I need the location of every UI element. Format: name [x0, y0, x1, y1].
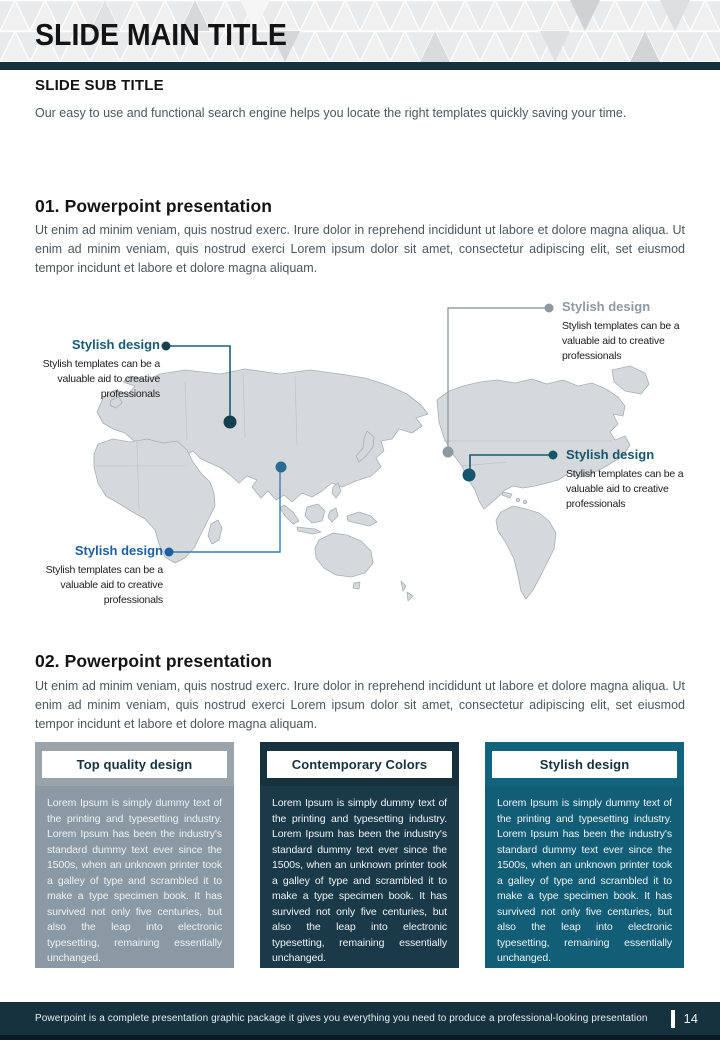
footer-bar	[0, 1002, 720, 1035]
page-number: 14	[683, 1011, 698, 1026]
callout-description-top-left: Stylish templates can be a valuable aid to creative professionals	[42, 358, 160, 401]
card-body-text: Lorem Ipsum is simply dummy text of the printing and typesetting industry. Lorem Ipsum has been the industry's standard dummy text ever since the 1500s, when an unknown printer took a galley of type and scrambled it to make a type specimen book. It has survived not only five centuries, but also the leap into electronic typesetting, remaining essentially unchanged.	[272, 797, 447, 965]
header-divider-bar	[0, 62, 720, 70]
footer-text: Powerpoint is a complete presentation graphic package it gives you everything you need to produce a professional-looking presentation	[35, 1013, 648, 1024]
card-top-quality-design	[35, 742, 234, 968]
section-2-body: Ut enim ad minim veniam, quis nostrud exerc. Irure dolor in reprehend incididunt ut labore et dolore magna aliqua. Ut enim ad minim veniam, quis nostrud exerci Lorem ipsum dolor sit amet, consectetur adipiscing elit, set eiusmod tempor incidunt et labore et dolore magna aliquam.	[35, 679, 685, 731]
page-title: SLIDE MAIN TITLE	[35, 17, 287, 52]
card-title: Contemporary Colors	[267, 751, 452, 778]
bottom-edge-strip	[0, 1035, 720, 1040]
section-1-heading: 01. Powerpoint presentation	[35, 196, 273, 216]
world-map-section	[35, 290, 685, 615]
section-1-body: Ut enim ad minim veniam, quis nostrud exerc. Irure dolor in reprehend incididunt ut labore et dolore magna aliqua. Ut enim ad minim veniam, quis nostrud exerci Lorem ipsum dolor sit amet, consectetur adipiscing elit, set eiusmod tempor incidunt et labore et dolore magna aliquam.	[35, 223, 685, 275]
callout-title-bottom-left: Stylish design	[74, 543, 163, 558]
callout-description-right: Stylish templates can be a valuable aid to creative professionals	[566, 468, 684, 511]
card-header-band	[260, 742, 459, 786]
card-header-band	[35, 742, 234, 786]
card-title: Stylish design	[492, 751, 677, 778]
section-2-heading: 02. Powerpoint presentation	[35, 651, 273, 671]
card-stylish-design	[485, 742, 684, 968]
slide-subtitle: SLIDE SUB TITLE	[35, 77, 164, 94]
callout-title-right: Stylish design	[566, 447, 655, 462]
callout-title-top-right: Stylish design	[562, 299, 651, 314]
page-number-separator	[671, 1010, 675, 1028]
card-body-text: Lorem Ipsum is simply dummy text of the printing and typesetting industry. Lorem Ipsum has been the industry's standard dummy text ever since the 1500s, when an unknown printer took a galley of type and scrambled it to make a type specimen book. It has survived not only five centuries, but also the leap into electronic typesetting, remaining essentially unchanged.	[47, 797, 222, 965]
card-contemporary-colors	[260, 742, 459, 968]
intro-paragraph: Our easy to use and functional search engine helps you locate the right templates quickly saving your time.	[35, 106, 627, 120]
card-body-text: Lorem Ipsum is simply dummy text of the printing and typesetting industry. Lorem Ipsum has been the industry's standard dummy text ever since the 1500s, when an unknown printer took a galley of type and scrambled it to make a type specimen book. It has survived not only five centuries, but also the leap into electronic typesetting, remaining essentially unchanged.	[497, 797, 672, 965]
card-title: Top quality design	[42, 751, 227, 778]
callout-title-top-left: Stylish design	[71, 337, 160, 352]
feature-cards-row	[35, 742, 685, 968]
callout-description-top-right: Stylish templates can be a valuable aid to creative professionals	[562, 320, 680, 363]
callout-description-bottom-left: Stylish templates can be a valuable aid to creative professionals	[45, 564, 163, 607]
card-header-band	[485, 742, 684, 786]
